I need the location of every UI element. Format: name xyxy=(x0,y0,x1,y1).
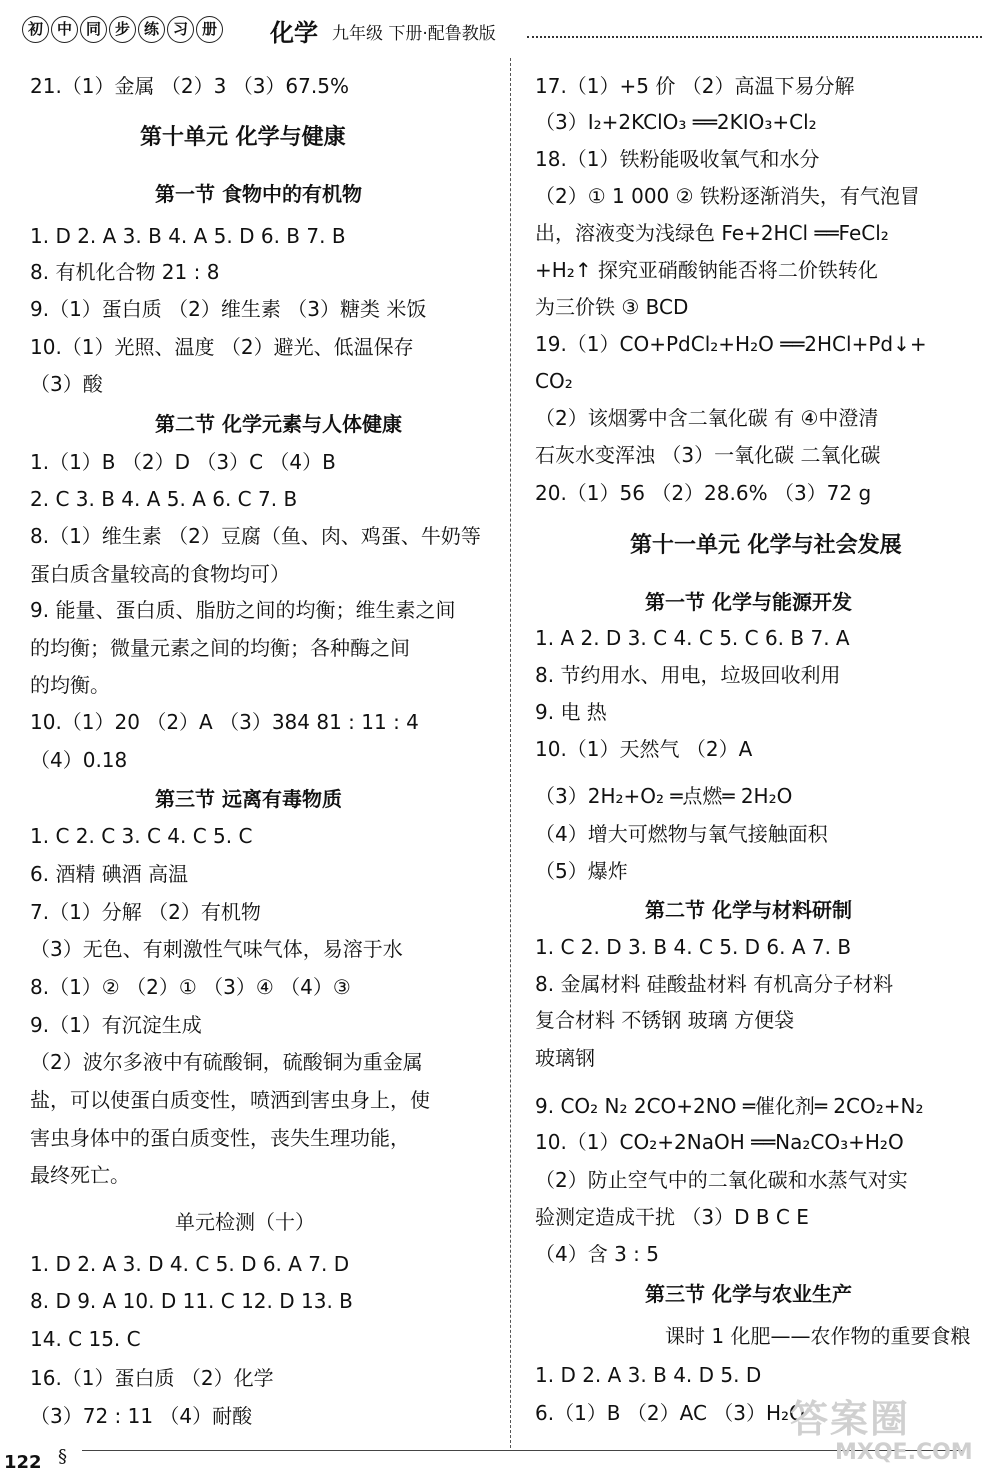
answer-line: 害虫身体中的蛋白质变性，丧失生理功能， xyxy=(30,1126,410,1150)
series-char: 习 xyxy=(167,16,194,43)
answer-line: 1. D 2. A 3. B 4. D 5. D xyxy=(535,1363,762,1387)
answer-line: 8. 金属材料 硅酸盐材料 有机高分子材料 xyxy=(535,972,894,996)
page-ornament-icon: § xyxy=(58,1446,67,1467)
answer-line: 1. C 2. D 3. B 4. C 5. D 6. A 7. B xyxy=(535,935,852,959)
answer-line: 10.（1）天然气 （2）A xyxy=(535,737,753,761)
answer-line: +H₂↑ 探究亚硝酸钠能否将二价铁转化 xyxy=(535,258,878,282)
answer-line: 8.（1）维生素 （2）豆腐（鱼、肉、鸡蛋、牛奶等 xyxy=(30,524,481,548)
series-char: 册 xyxy=(196,16,223,43)
subsection-heading: 课时 1 化肥——农作物的重要食粮 xyxy=(665,1324,971,1348)
answer-line: 10.（1）20 （2）A （3）384 81 : 11 : 4 xyxy=(30,710,419,734)
answer-line: （3）72 : 11 （4）耐酸 xyxy=(30,1404,253,1428)
answer-line: 1.（1）B （2）D （3）C （4）B xyxy=(30,450,336,474)
answer-line: 复合材料 不锈钢 玻璃 方便袋 xyxy=(535,1008,795,1032)
subject-title: 化学 xyxy=(270,19,318,47)
answer-line: 9. 电 热 xyxy=(535,700,607,724)
answer-line: 18.（1）铁粉能吸收氧气和水分 xyxy=(535,147,820,171)
series-char: 中 xyxy=(51,16,78,43)
answer-line: 20.（1）56 （2）28.6% （3）72 g xyxy=(535,481,872,505)
section-heading: 第二节 化学元素与人体健康 xyxy=(155,412,402,436)
answer-line: 最终死亡。 xyxy=(30,1163,130,1187)
answer-line: 19.（1）CO+PdCl₂+H₂O ══2HCl+Pd↓+ xyxy=(535,332,927,356)
answer-line: （4）增大可燃物与氧气接触面积 xyxy=(535,822,828,846)
watermark-logo: 答案圈 xyxy=(790,1397,911,1441)
section-heading: 第一节 化学与能源开发 xyxy=(645,590,852,614)
watermark-url: MXQE.COM xyxy=(835,1440,973,1465)
answer-line: （5）爆炸 xyxy=(535,859,628,883)
answer-line: 1. C 2. C 3. C 4. C 5. C xyxy=(30,824,253,848)
answer-line: 玻璃钢 xyxy=(535,1046,595,1070)
answer-line: 的均衡；微量元素之间的均衡；各种酶之间 xyxy=(30,636,410,660)
series-char: 同 xyxy=(80,16,107,43)
grade-info: 九年级 下册·配鲁教版 xyxy=(332,24,496,44)
answer-line: 8. D 9. A 10. D 11. C 12. D 13. B xyxy=(30,1289,353,1313)
answer-line: （4）0.18 xyxy=(30,748,128,772)
subsection-heading: 单元检测（十） xyxy=(175,1210,315,1234)
header-dotted-rule xyxy=(527,36,982,38)
answer-line: 10.（1）光照、温度 （2）避光、低温保存 xyxy=(30,335,414,359)
answer-line: 8. 有机化合物 21 : 8 xyxy=(30,260,220,284)
unit-heading: 第十一单元 化学与社会发展 xyxy=(630,533,902,558)
answer-line: （2）防止空气中的二氧化碳和水蒸气对实 xyxy=(535,1168,908,1192)
answer-line: 17.（1）+5 价 （2）高温下易分解 xyxy=(535,74,855,98)
answer-line: （3）2H₂+O₂ ═点燃═ 2H₂O xyxy=(535,784,793,808)
page-number: 122 xyxy=(4,1452,42,1473)
answer-line: （3）I₂+2KClO₃ ══2KIO₃+Cl₂ xyxy=(535,110,817,134)
answer-line: 1. D 2. A 3. D 4. C 5. D 6. A 7. D xyxy=(30,1252,350,1276)
answer-line: 14. C 15. C xyxy=(30,1327,141,1351)
section-heading: 第三节 远离有毒物质 xyxy=(155,787,342,811)
section-heading: 第二节 化学与材料研制 xyxy=(645,898,852,922)
page-header xyxy=(22,16,982,50)
series-char: 练 xyxy=(138,16,165,43)
series-char: 步 xyxy=(109,16,136,43)
answer-line: 蛋白质含量较高的食物均可） xyxy=(30,562,290,586)
answer-line: （4）含 3 : 5 xyxy=(535,1242,659,1266)
answer-line: （2）① 1 000 ② 铁粉逐渐消失，有气泡冒 xyxy=(535,184,920,208)
answer-line: 21.（1）金属 （2）3 （3）67.5% xyxy=(30,74,349,98)
answer-line: 6.（1）B （2）AC （3）H₂O xyxy=(535,1401,805,1425)
answer-line: （3）酸 xyxy=(30,372,103,396)
answer-line: （3）无色、有刺激性气味气体，易溶于水 xyxy=(30,937,403,961)
answer-line: 9.（1）有沉淀生成 xyxy=(30,1013,202,1037)
section-heading: 第三节 化学与农业生产 xyxy=(645,1282,852,1306)
answer-line: 出，溶液变为浅绿色 Fe+2HCl ══FeCl₂ xyxy=(535,221,889,245)
answer-line: 石灰水变浑浊 （3）一氧化碳 二氧化碳 xyxy=(535,443,881,467)
answer-line: 6. 酒精 碘酒 高温 xyxy=(30,862,189,886)
answer-line: 的均衡。 xyxy=(30,673,110,697)
column-divider xyxy=(510,58,511,1448)
answer-line: 9.（1）蛋白质 （2）维生素 （3）糖类 米饭 xyxy=(30,297,427,321)
series-title xyxy=(22,16,223,43)
answer-line: 8. 节约用水、用电，垃圾回收利用 xyxy=(535,663,841,687)
answer-line: （2）该烟雾中含二氧化碳 有 ④中澄清 xyxy=(535,406,879,430)
answer-line: 9. 能量、蛋白质、脂肪之间的均衡；维生素之间 xyxy=(30,598,456,622)
answer-line: 9. CO₂ N₂ 2CO+2NO ═催化剂═ 2CO₂+N₂ xyxy=(535,1094,924,1118)
footer-rule xyxy=(82,1450,964,1451)
answer-line: CO₂ xyxy=(535,369,573,393)
answer-line: 1. A 2. D 3. C 4. C 5. C 6. B 7. A xyxy=(535,626,850,650)
answer-line: 8.（1）② （2）① （3）④ （4）③ xyxy=(30,975,351,999)
answer-line: 7.（1）分解 （2）有机物 xyxy=(30,900,261,924)
answer-line: （2）波尔多液中有硫酸铜，硫酸铜为重金属 xyxy=(30,1050,423,1074)
answer-line: 验测定造成干扰 （3）D B C E xyxy=(535,1205,809,1229)
section-heading: 第一节 食物中的有机物 xyxy=(155,182,362,206)
unit-heading: 第十单元 化学与健康 xyxy=(140,125,346,150)
series-char: 初 xyxy=(22,16,49,43)
answer-line: 10.（1）CO₂+2NaOH ══Na₂CO₃+H₂O xyxy=(535,1130,904,1154)
answer-line: 为三价铁 ③ BCD xyxy=(535,295,689,319)
answer-line: 盐，可以使蛋白质变性，喷洒到害虫身上，使 xyxy=(30,1088,430,1112)
answer-line: 1. D 2. A 3. B 4. A 5. D 6. B 7. B xyxy=(30,224,346,248)
answer-line: 2. C 3. B 4. A 5. A 6. C 7. B xyxy=(30,487,298,511)
answer-line: 16.（1）蛋白质 （2）化学 xyxy=(30,1366,274,1390)
